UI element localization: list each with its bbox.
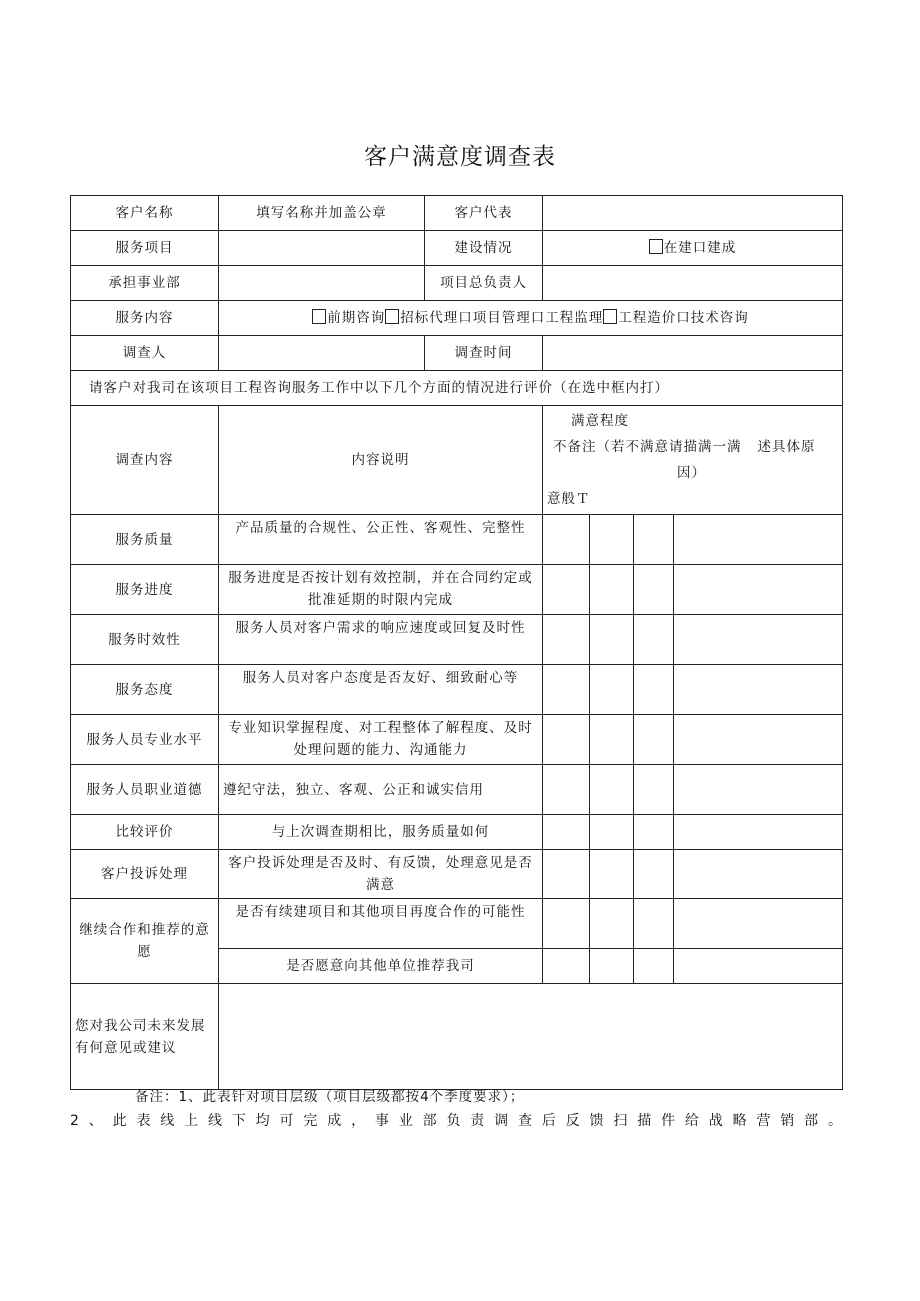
sat-line-2a: 不备注（若不满意请描满一满: [553, 439, 742, 455]
rating-unsatisfied-cell[interactable]: [634, 665, 674, 715]
sat-line-3: 因）: [677, 465, 706, 481]
service-content-options: [219, 301, 843, 336]
header-satisfaction: [543, 406, 843, 515]
survey-time-label: 调查时间: [425, 336, 543, 371]
service-item-label: 服务项目: [71, 231, 219, 266]
service-option-bidding[interactable]: [385, 307, 603, 329]
row-desc: 产品质量的合规性、公正性、客观性、完整性: [219, 515, 543, 565]
row-desc: 服务人员对客户态度是否友好、细致耐心等: [219, 665, 543, 715]
row-item: 客户投诉处理: [71, 850, 219, 899]
rating-unsatisfied-cell[interactable]: [634, 565, 674, 615]
row-item: 继续合作和推荐的意愿: [71, 899, 219, 984]
row-item: 服务时效性: [71, 615, 219, 665]
header-survey-content: 调查内容: [71, 406, 219, 515]
checkbox-icon: [603, 309, 617, 324]
remark-cell[interactable]: [674, 665, 843, 715]
surveyor-field[interactable]: [219, 336, 425, 371]
rating-unsatisfied-cell[interactable]: [634, 615, 674, 665]
note-2: 2、此表线上线下均可完成，事业部负责调查后反馈扫描件给战略营销部。: [70, 1113, 842, 1129]
row-item: 服务人员职业道德: [71, 765, 219, 815]
service-content-label: 服务内容: [71, 301, 219, 336]
rating-satisfied-cell[interactable]: [543, 565, 590, 615]
rating-satisfied-cell[interactable]: [543, 615, 590, 665]
sat-line-1: 满意程度: [571, 413, 629, 429]
build-option-label: 口建成: [692, 240, 737, 256]
remark-cell[interactable]: [674, 565, 843, 615]
row-desc: 是否有续建项目和其他项目再度合作的可能性: [219, 899, 543, 949]
remark-cell[interactable]: [674, 850, 843, 899]
row-item: 服务进度: [71, 565, 219, 615]
survey-time-field[interactable]: [543, 336, 843, 371]
build-status-field: [543, 231, 843, 266]
remark-cell[interactable]: [674, 615, 843, 665]
rating-unsatisfied-cell[interactable]: [634, 850, 674, 899]
rating-satisfied-cell[interactable]: [543, 515, 590, 565]
suggestion-field[interactable]: [219, 984, 843, 1090]
rating-normal-cell[interactable]: [590, 899, 634, 949]
build-option-done[interactable]: [693, 237, 737, 259]
rating-satisfied-cell[interactable]: [543, 715, 590, 765]
rating-normal-cell[interactable]: [590, 515, 634, 565]
service-option-label: 招标代理口项目管理口工程监理: [400, 310, 604, 326]
page-title: 客户满意度调查表: [364, 144, 556, 170]
row-item: 服务质量: [71, 515, 219, 565]
rating-normal-cell[interactable]: [590, 665, 634, 715]
service-option-cost[interactable]: [603, 307, 749, 329]
client-rep-field[interactable]: [543, 196, 843, 231]
rating-unsatisfied-cell[interactable]: [634, 949, 674, 984]
build-option-label: 在建: [663, 240, 693, 256]
rating-satisfied-cell[interactable]: [543, 665, 590, 715]
header-description: 内容说明: [219, 406, 543, 515]
rating-satisfied-cell[interactable]: [543, 949, 590, 984]
rating-satisfied-cell[interactable]: [543, 899, 590, 949]
pm-label: 项目总负责人: [425, 266, 543, 301]
row-desc: 是否愿意向其他单位推荐我司: [219, 949, 543, 984]
survey-table: [70, 195, 843, 1090]
row-desc: 客户投诉处理是否及时、有反馈，处理意见是否满意: [219, 850, 543, 899]
rating-unsatisfied-cell[interactable]: [634, 815, 674, 850]
rating-unsatisfied-cell[interactable]: [634, 899, 674, 949]
note-1: 备注：1、此表针对项目层级（项目层级都按4个季度要求）；: [135, 1089, 525, 1105]
suggestion-label: 您对我公司未来发展有何意见或建议: [71, 984, 219, 1090]
client-name-label: 客户名称: [71, 196, 219, 231]
checkbox-icon: [649, 239, 663, 254]
rating-satisfied-cell[interactable]: [543, 850, 590, 899]
remark-cell[interactable]: [674, 715, 843, 765]
rating-unsatisfied-cell[interactable]: [634, 715, 674, 765]
instruction: 请客户对我司在该项目工程咨询服务工作中以下几个方面的情况进行评价（在选中框内打）: [71, 371, 843, 406]
sat-line-4: 意般Ｔ: [547, 491, 591, 507]
remark-cell[interactable]: [674, 815, 843, 850]
build-option-ongoing[interactable]: [649, 237, 693, 259]
rating-unsatisfied-cell[interactable]: [634, 515, 674, 565]
surveyor-label: 调查人: [71, 336, 219, 371]
client-name-field[interactable]: 填写名称并加盖公章: [219, 196, 425, 231]
rating-normal-cell[interactable]: [590, 815, 634, 850]
remark-cell[interactable]: [674, 765, 843, 815]
rating-unsatisfied-cell[interactable]: [634, 765, 674, 815]
pm-field[interactable]: [543, 266, 843, 301]
rating-normal-cell[interactable]: [590, 565, 634, 615]
row-desc: 服务人员对客户需求的响应速度或回复及时性: [219, 615, 543, 665]
remark-cell[interactable]: [674, 899, 843, 949]
rating-satisfied-cell[interactable]: [543, 815, 590, 850]
dept-label: 承担事业部: [71, 266, 219, 301]
row-item: 比较评价: [71, 815, 219, 850]
row-desc: 专业知识掌握程度、对工程整体了解程度、及时处理问题的能力、沟通能力: [219, 715, 543, 765]
service-option-early[interactable]: [312, 307, 385, 329]
rating-normal-cell[interactable]: [590, 765, 634, 815]
row-desc: 与上次调查期相比，服务质量如何: [219, 815, 543, 850]
service-item-field[interactable]: [219, 231, 425, 266]
rating-normal-cell[interactable]: [590, 949, 634, 984]
row-item: 服务态度: [71, 665, 219, 715]
build-status-label: 建设情况: [425, 231, 543, 266]
sat-line-2b: 述具体原: [757, 439, 816, 455]
rating-satisfied-cell[interactable]: [543, 765, 590, 815]
row-desc: 遵纪守法，独立、客观、公正和诚实信用: [219, 765, 543, 815]
rating-normal-cell[interactable]: [590, 615, 634, 665]
remark-cell[interactable]: [674, 515, 843, 565]
rating-normal-cell[interactable]: [590, 850, 634, 899]
service-option-label: 前期咨询: [327, 310, 386, 326]
dept-field[interactable]: [219, 266, 425, 301]
row-desc: 服务进度是否按计划有效控制，并在合同约定或批准延期的时限内完成: [219, 565, 543, 615]
remark-cell[interactable]: [674, 949, 843, 984]
sat-line-2: [547, 434, 838, 460]
checkbox-icon: [385, 309, 399, 324]
checkbox-icon: [312, 309, 326, 324]
service-option-label: 工程造价口技术咨询: [618, 310, 749, 326]
rating-normal-cell[interactable]: [590, 715, 634, 765]
client-rep-label: 客户代表: [425, 196, 543, 231]
row-item: 服务人员专业水平: [71, 715, 219, 765]
